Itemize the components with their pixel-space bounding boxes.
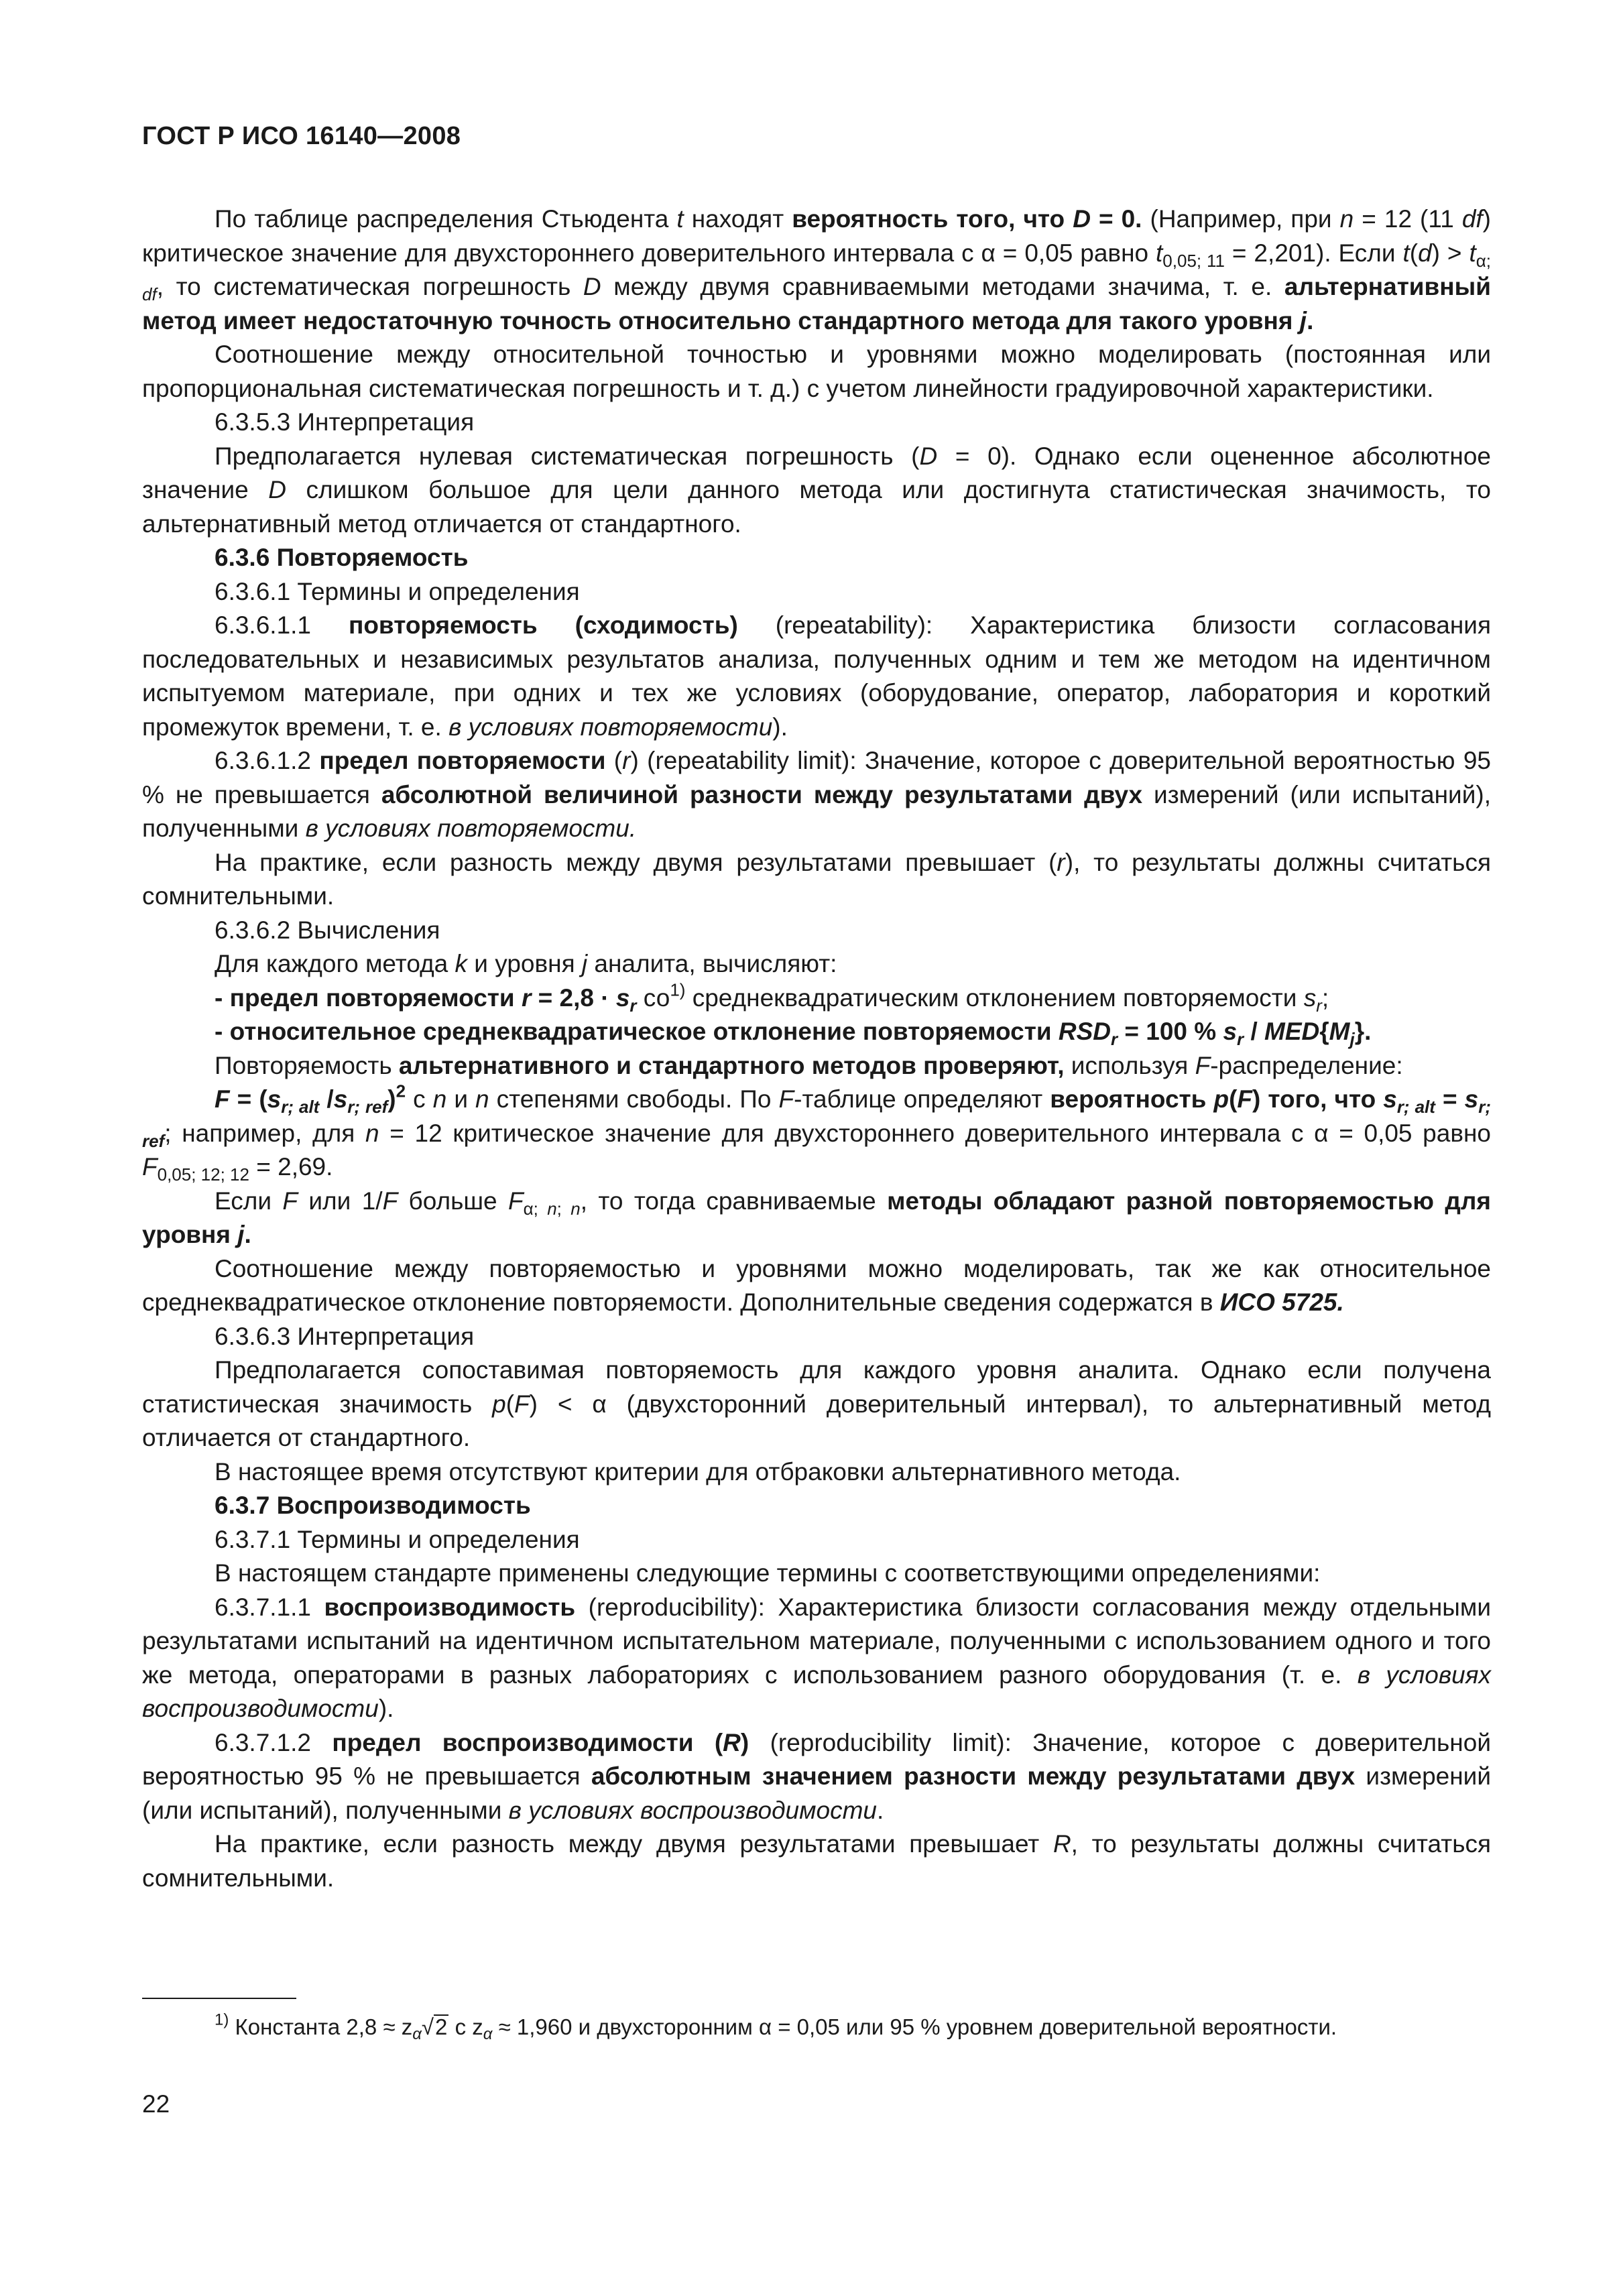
paragraph: Повторяемость альтернативного и стандартного методов проверяют, используя F-распределение:: [215, 1051, 1403, 1079]
sqrt-operand: 2: [435, 2014, 448, 2039]
paragraph: 6.3.6.1 Термины и определения: [215, 577, 580, 605]
paragraph: 6.3.6.1.1 повторяемость (сходимость) (repeatability): Характеристика близости согласования последовательных и независимых результатов анализа, полученных одним и тем же методом на идентичном испытуемом материале, при одних и тех же условиях (оборудование, оператор, лаборатория и короткий промежуток времени, т. е. в условиях повторяемости).: [142, 611, 1491, 741]
footnote-mark: 1): [215, 2010, 229, 2029]
paragraph: 6.3.6.3 Интерпретация: [215, 1322, 475, 1350]
paragraph: Если F или 1/F больше $F_{\alpha; n; n}$, то тогда сравниваемые методы обладают разной повторяемостью для уровня j.: [142, 1187, 1491, 1248]
section-heading: 6.3.7 Воспроизводимость: [215, 1492, 531, 1519]
paragraph: В настоящем стандарте применены следующие термины с соответствующими определениями:: [215, 1559, 1321, 1587]
paragraph: Соотношение между относительной точностью и уровнями можно моделировать (постоянная или пропорциональная систематическая погрешность и т. д.) с учетом линейности градуировочной характеристики.: [142, 341, 1491, 402]
paragraph: - предел повторяемости $r = 2,8 \cdot s_r$ $со^{1)}$ среднеквадратическим отклонением повторяемости $s_r$;: [215, 979, 1329, 1016]
paragraph: 6.3.5.3 Интерпретация: [215, 408, 475, 436]
paragraph: На практике, если разность между двумя результатами превышает (r), то результаты должны считаться сомнительными.: [142, 848, 1491, 910]
paragraph: Предполагается сопоставимая повторяемость для каждого уровня аналита. Однако если получена статистическая значимость p(F) < α (двухсторонний доверительный интервал), то альтернативный метод отличается от стандартного.: [142, 1356, 1492, 1451]
paragraph: - относительное среднеквадратическое отклонение повторяемости $RSD_r = 100$ % $s_r / MED\{M_j\}$.: [215, 1018, 1372, 1049]
paragraph: 6.3.7.1 Термины и определения: [215, 1525, 580, 1553]
paragraph: На практике, если разность между двумя результатами превышает R, то результаты должны считаться сомнительными.: [142, 1830, 1492, 1892]
paragraph: $F = (s_{r; alt}$ $/s_{r; ref})^2$ с n и n степенями свободы. По F-таблице определяют вероятность p(F) того, что $s_{r; alt} = s_{r; ref}$; например, для n = 12 критическое значение для двухстороннего доверительного интервала с α = 0,05 равно $F_{0,05; 12; 12} = 2,69$.: [142, 1081, 1492, 1185]
page-number: 22: [142, 2090, 170, 2118]
paragraph: Предполагается нулевая систематическая погрешность (D = 0). Однако если оцененное абсолютное значение D слишком большое для цели данного метода или достигнута статистическая значимость, то альтернативный метод отличается от стандартного.: [142, 442, 1492, 538]
document-header: ГОСТ Р ИСО 16140—2008: [142, 122, 461, 150]
paragraph: 6.3.7.1.2 предел воспроизводимости (R) (reproducibility limit): Значение, которое с доверительной вероятностью 95 % не превышается абсолютным значением разности между результатами двух измерений (или испытаний), полученными в условиях воспроизводимости.: [142, 1728, 1492, 1824]
paragraph: По таблице распределения Стьюдента t находят вероятность того, что D = 0. (Например, при n = 12 (11 df) критическое значение для двухстороннего доверительного интервала с α = 0,05 равно $t_{0,05; 11} = 2,201$). Если $t(d) > t_{\alpha; df}$, то систематическая погрешность D между двумя сравниваемыми методами значима, т. е. альтернативный метод имеет недостаточную точность относительно стандартного метода для такого уровня j.: [142, 205, 1491, 335]
paragraph: 6.3.6.2 Вычисления: [215, 916, 440, 944]
body-text: [142, 202, 1491, 1895]
paragraph: Для каждого метода k и уровня j аналита, вычисляют:: [215, 950, 837, 977]
paragraph: 6.3.7.1.1 воспроизводимость (reproducibility): Характеристика близости согласования между отдельными результатами испытаний на идентичном испытательном материале, полученными с использованием одного и того же метода, операторами в разных лабораториях с использованием разного оборудования (т. е. в условиях воспроизводимости).: [142, 1593, 1492, 1722]
paragraph: В настоящее время отсутствуют критерии для отбраковки альтернативного метода.: [215, 1457, 1181, 1486]
section-heading: 6.3.6 Повторяемость: [215, 544, 469, 571]
paragraph: Соотношение между повторяемостью и уровнями можно моделировать, так же как относительное среднеквадратическое отклонение повторяемости. Дополнительные сведения содержатся в ИСО 5725.: [142, 1254, 1491, 1316]
paragraph: 6.3.6.1.2 предел повторяемости (r) (repeatability limit): Значение, которое с доверительной вероятностью 95 % не превышается абсолютной величиной разности между результатами двух измерений (или испытаний), полученными в условиях повторяемости.: [142, 747, 1491, 842]
footnote-separator: [142, 1998, 296, 1999]
footnote: $^{1)}$ Константа $2,8 \approx z_\alpha√2$ с $z_\alpha \approx 1,960$ и двухсторонним α = 0,05 или 95 % уровнем доверительной вероятности.: [215, 2010, 1337, 2044]
